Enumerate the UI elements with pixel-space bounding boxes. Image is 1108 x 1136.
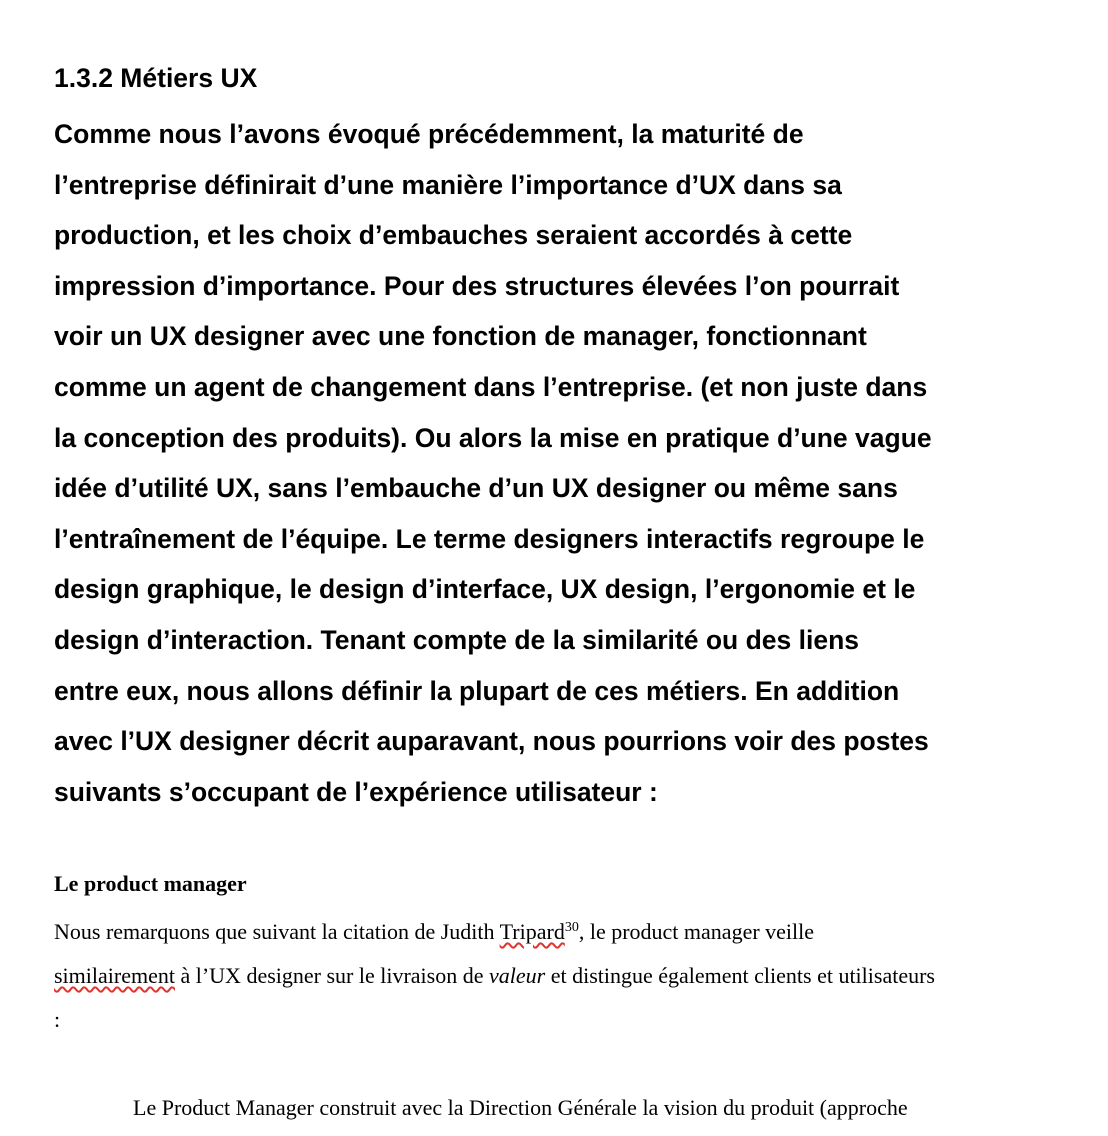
misspelled-word[interactable]: similairement xyxy=(54,963,175,988)
paragraph-line: comme un agent de changement dans l’entreprise. (et non juste dans xyxy=(54,371,928,402)
paragraph-line: avec l’UX designer décrit auparavant, nous pourrions voir des postes xyxy=(54,726,929,757)
product-manager-heading: Le product manager xyxy=(54,871,247,896)
paragraph-line xyxy=(54,954,935,998)
paragraph-line: : xyxy=(54,1007,61,1032)
footnote-reference[interactable]: 30 xyxy=(564,920,579,935)
block-quote: Le Product Manager construit avec la Direction Générale la vision du produit (approche xyxy=(133,1095,908,1120)
paragraph-line: production, et les choix d’embauches seraient accordés à cette xyxy=(54,220,853,251)
product-manager-paragraph xyxy=(54,910,935,1042)
paragraph-line: design d’interaction. Tenant compte de la similarité ou des liens xyxy=(54,624,859,655)
section-heading: 1.3.2 Métiers UX xyxy=(54,63,258,93)
paragraph-line: suivants s’occupant de l’expérience utilisateur : xyxy=(54,776,658,807)
intro-paragraph xyxy=(54,109,932,817)
paragraph-line: l’entreprise définirait d’une manière l’importance d’UX dans sa xyxy=(54,169,842,200)
paragraph-line: voir un UX designer avec une fonction de manager, fonctionnant xyxy=(54,321,867,352)
paragraph-line: Comme nous l’avons évoqué précédemment, la maturité de xyxy=(54,119,804,149)
paragraph-line xyxy=(54,910,935,954)
misspelled-word[interactable]: Tripard xyxy=(499,919,565,944)
text-run: à l’UX designer sur le livraison de xyxy=(174,963,489,988)
italic-word: valeur xyxy=(489,963,546,988)
paragraph-line: l’entraînement de l’équipe. Le terme designers interactifs regroupe le xyxy=(54,523,925,554)
text-run: Nous remarquons que suivant la citation de Judith xyxy=(54,919,500,944)
text-run: , le product manager veille xyxy=(578,919,815,944)
paragraph-line: design graphique, le design d’interface, UX design, l’ergonomie et le xyxy=(54,574,916,605)
paragraph-line: impression d’importance. Pour des structures élevées l’on pourrait xyxy=(54,270,900,301)
paragraph-line: idée d’utilité UX, sans l’embauche d’un UX designer ou même sans xyxy=(54,473,898,504)
paragraph-line: entre eux, nous allons définir la plupart de ces métiers. En addition xyxy=(54,675,900,706)
text-run: et distingue également clients et utilisateurs xyxy=(545,963,935,988)
paragraph-line: la conception des produits). Ou alors la mise en pratique d’une vague xyxy=(54,422,932,453)
